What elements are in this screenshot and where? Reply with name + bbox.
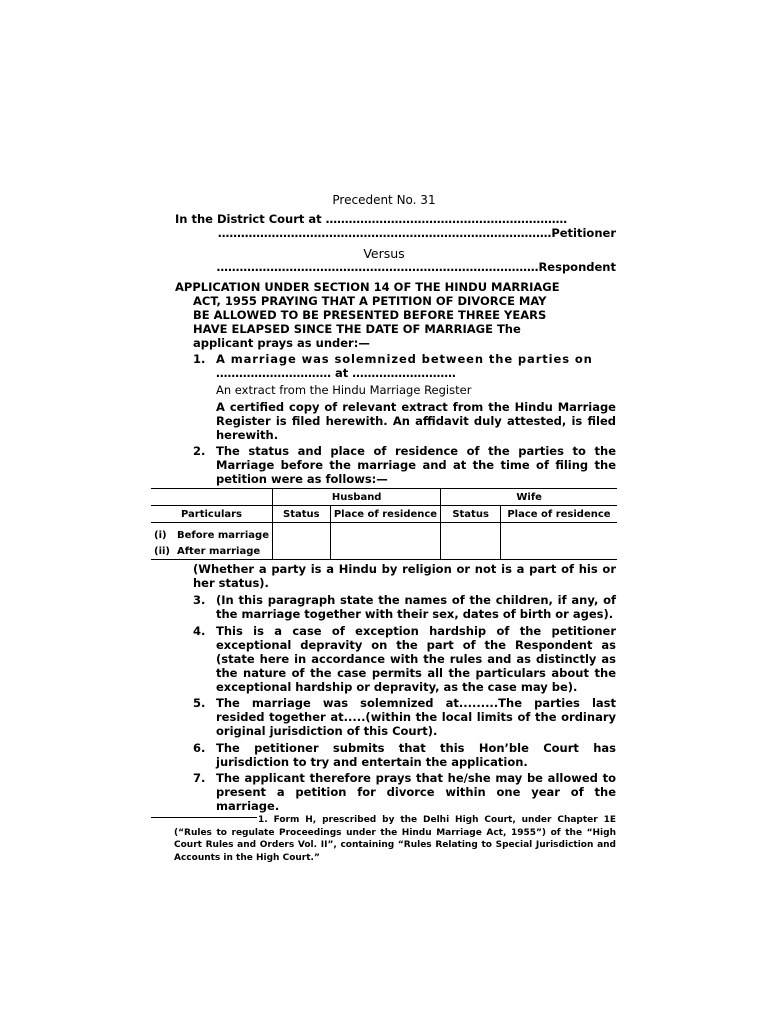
item-text: This is a case of exception hardship of the petitioner exceptional depravity on the part of the Respondent as (state here in accordance with the rules and as distinctly as the nature of the case permits all the particulars about the exceptional hardship or depravity, as the case may be). — [216, 624, 616, 694]
item-number: 6. — [193, 741, 206, 755]
item-number: 1. — [193, 352, 206, 366]
table-cell — [272, 523, 330, 560]
certified-copy-text: A certified copy of relevant extract from the Hindu Marriage Register is filed herewith. An affidavit duly attested, is filed herewith. — [216, 400, 616, 442]
versus-label: Versus — [363, 246, 405, 261]
precedent-title: Precedent No. 31 — [332, 193, 436, 207]
item-number: 4. — [193, 624, 206, 638]
item-number: 2. — [193, 444, 206, 458]
wife-header: Wife — [441, 489, 617, 506]
item-text: A marriage was solemnized between the parties on — [216, 352, 593, 366]
footnote: 1. Form H, prescribed by the Delhi High Court, under Chapter 1E (“Rules to regulate Proceedings under the Hindu Marriage Act, 1955”) of the “High Court Rules and Orders Vol. II”, containing “Rules Relating to Special Jurisdiction and Accounts in the High Court.” — [174, 815, 616, 863]
heading-line: ACT, 1955 PRAYING THAT A PETITION OF DIVORCE MAY — [193, 294, 547, 308]
item-number: 3. — [193, 593, 206, 607]
item-text: The applicant therefore prays that he/she may be allowed to present a petition for divorce within one year of the marriage. — [216, 771, 616, 813]
date-line: ………………………… at ……………………… — [216, 366, 456, 380]
heading-line: HAVE ELAPSED SINCE THE DATE OF MARRIAGE The — [193, 322, 521, 336]
wife-status-header: Status — [441, 506, 501, 523]
item-text: The status and place of residence of the parties to the Marriage before the marriage and at the time of filing the petition were as follows:— — [216, 444, 616, 486]
husband-status-header: Status — [272, 506, 330, 523]
item-number: 7. — [193, 771, 206, 785]
table-cell — [330, 523, 441, 560]
petitioner-line: ……………………………………………………………………………Petitioner — [217, 226, 616, 240]
row-before-marriage: (i) Before marriage — [151, 523, 272, 544]
status-table — [151, 488, 617, 560]
item-text: The marriage was solemnized at.........The parties last resided together at.....(within the local limits of the ordinary original jurisdiction of this Court). — [216, 696, 616, 738]
heading-line: applicant prays as under:— — [193, 336, 370, 350]
item-text: The petitioner submits that this Hon’ble Court has jurisdiction to try and entertain the application. — [216, 741, 616, 769]
respondent-line: …………………………………………………………………………Respondent — [216, 260, 616, 274]
table-cell — [500, 523, 617, 560]
table-corner-cell — [151, 489, 272, 506]
particulars-header: Particulars — [151, 506, 272, 523]
item-text: (In this paragraph state the names of the children, if any, of the marriage together with their sex, dates of birth or ages). — [216, 593, 616, 621]
husband-header: Husband — [272, 489, 440, 506]
wife-residence-header: Place of residence — [500, 506, 617, 523]
heading-line: APPLICATION UNDER SECTION 14 OF THE HINDU MARRIAGE — [175, 280, 560, 294]
item-number: 5. — [193, 696, 206, 710]
extract-label: An extract from the Hindu Marriage Register — [216, 383, 472, 397]
status-note: (Whether a party is a Hindu by religion or not is a part of his or her status). — [193, 562, 616, 590]
table-cell — [441, 523, 501, 560]
heading-line: BE ALLOWED TO BE PRESENTED BEFORE THREE YEARS — [193, 308, 547, 322]
court-line: In the District Court at ……………………………………………………… — [175, 212, 568, 226]
row-after-marriage: (ii) After marriage — [151, 543, 272, 560]
husband-residence-header: Place of residence — [330, 506, 441, 523]
